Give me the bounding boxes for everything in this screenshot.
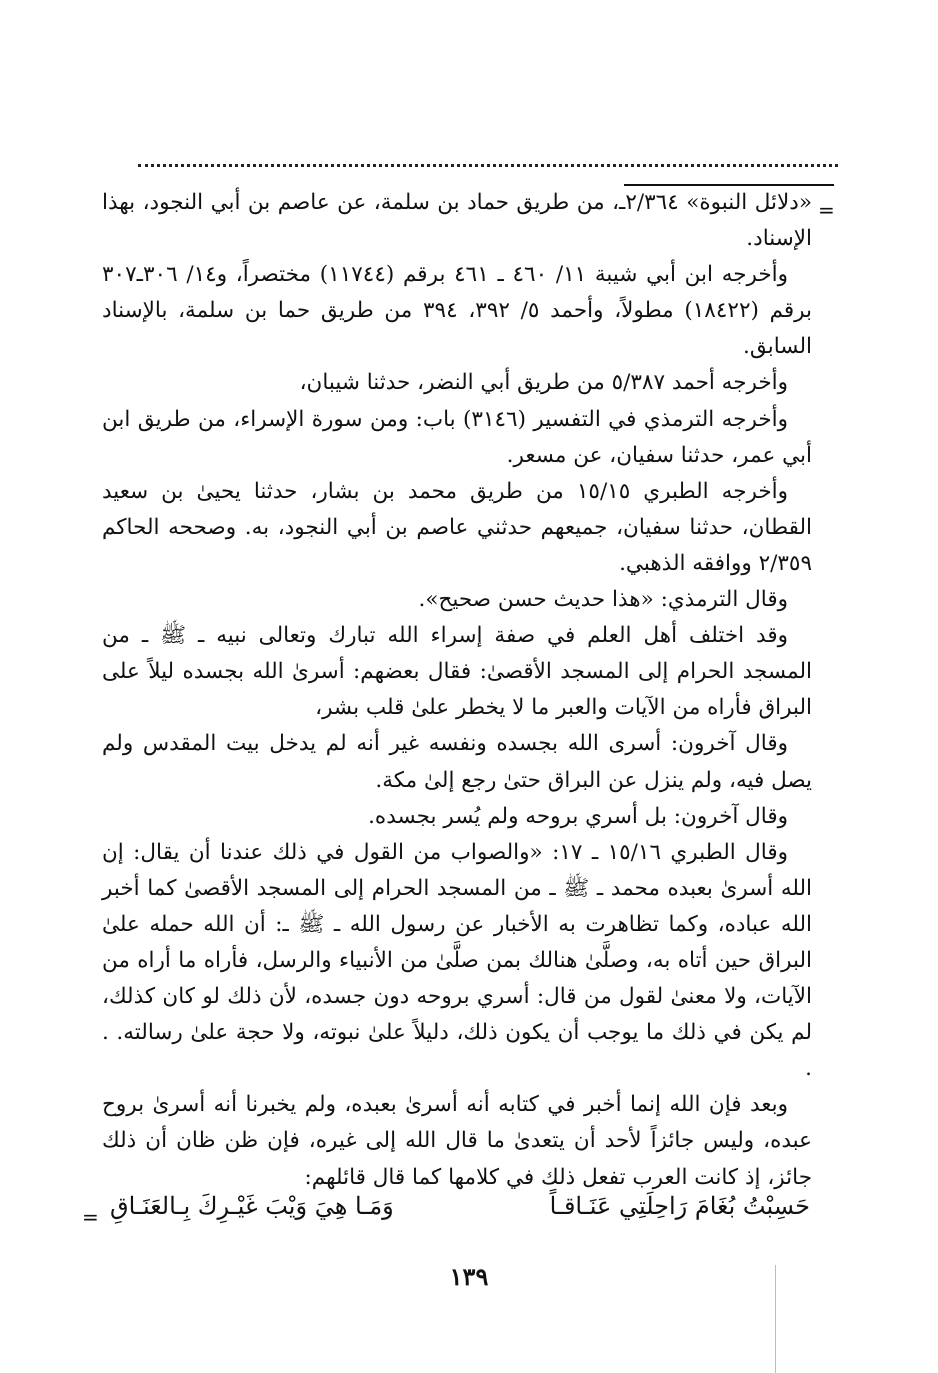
footnote-continuation-marker-bottom: =: [82, 1205, 99, 1229]
paragraph: وقال آخرون: أسرى الله بجسده ونفسه غير أنه لم يدخل بيت المقدس ولم يصل فيه، ولم ينزل عن البراق حتىٰ رجع إلىٰ مكة.: [102, 731, 812, 793]
paragraph: «دلائل النبوة» ٢/٣٦٤ـ، من طريق حماد بن سلمة، عن عاصم بن أبي النجود، بهذا الإسناد.: [102, 190, 812, 252]
paragraph: وقال الطبري ١٥/١٦ ـ ١٧: «والصواب من القول في ذلك عندنا أن يقال: إن الله أسرىٰ بعبده محمد ـ ﷺ ـ من المسجد الحرام إلى المسجد الأقصىٰ كما أخبر الله عباده، وكما تظاهرت به الأخبار عن رسول الله ـ ﷺ ـ: أن الله حمله علىٰ البراق حين أتاه به، وصلَّىٰ هنالك بمن صلَّىٰ من الأنبياء والرسل، فأراه ما أراه من الآيات، ولا معنىٰ لقول من قال: أسري بروحه دون جسده، لأن ذلك لو كان كذلك، لم يكن في ذلك ما يوجب أن يكون ذلك، دليلاً علىٰ نبوته، ولا حجة علىٰ رسالته. . .: [102, 839, 812, 1082]
poetry-verse: [110, 1192, 810, 1232]
page-number: ١٣٩: [449, 1262, 489, 1291]
footnote-body: [102, 185, 812, 1196]
paragraph: وقد اختلف أهل العلم في صفة إسراء الله تبارك وتعالى نبيه ـ ﷺ ـ من المسجد الحرام إلى المسجد الأقصىٰ: فقال بعضهم: أسرىٰ الله بجسده ليلاً على البراق فأراه من الآيات والعبر ما لا يخطر علىٰ قلب بشر،: [102, 623, 812, 721]
paragraph: وقال آخرون: بل أسري بروحه ولم يُسر بجسده.: [368, 803, 788, 829]
paragraph: وقال الترمذي: «هذا حديث حسن صحيح».: [418, 587, 788, 613]
paragraph: وأخرجه ابن أبي شيبة ١١/ ٤٦٠ ـ ٤٦١ برقم (١١٧٤٤) مختصراً، و١٤/ ٣٠٦ـ٣٠٧ برقم (١٨٤٢٢) مطولاً، وأحمد ٥/ ٣٩٢، ٣٩٤ من طريق حما بن سلمة، بالإسناد السابق.: [102, 262, 813, 360]
footnote-continuation-marker-top: =: [818, 198, 835, 222]
dotted-separator: [138, 152, 838, 167]
margin-line: [775, 1265, 776, 1373]
paragraph: وأخرجه أحمد ٥/٣٨٧ من طريق أبي النضر، حدثنا شيبان،: [299, 370, 788, 396]
paragraph: وبعد فإن الله إنما أخبر في كتابه أنه أسرىٰ بعبده، ولم يخبرنا أنه أسرىٰ بروح عبده، وليس جائزاً لأحد أن يتعدىٰ ما قال الله إلى غيره، فإن ظن ظان أن ذلك جائز، إذ كانت العرب تفعل ذلك في كلامها كما قال قائلهم:: [102, 1092, 812, 1190]
paragraph: وأخرجه الطبري ١٥/١٥ من طريق محمد بن بشار، حدثنا يحيىٰ بن سعيد القطان، حدثنا سفيان، جميعهم حدثني عاصم بن أبي النجود، به. وصححه الحاكم ٢/٣٥٩ ووافقه الذهبي.: [102, 478, 812, 576]
verse-second-hemistich: وَمَـا هِيَ وَيْبَ غَيْـرِكَ بِـالعَنَـاقِ: [110, 1192, 394, 1220]
verse-first-hemistich: حَسِبْتُ بُغَامَ رَاحِلَتِي عَنَـاقـاً: [549, 1192, 810, 1220]
paragraph: وأخرجه الترمذي في التفسير (٣١٤٦) باب: ومن سورة الإسراء، من طريق ابن أبي عمر، حدثنا سفيان، عن مسعر.: [102, 406, 812, 468]
